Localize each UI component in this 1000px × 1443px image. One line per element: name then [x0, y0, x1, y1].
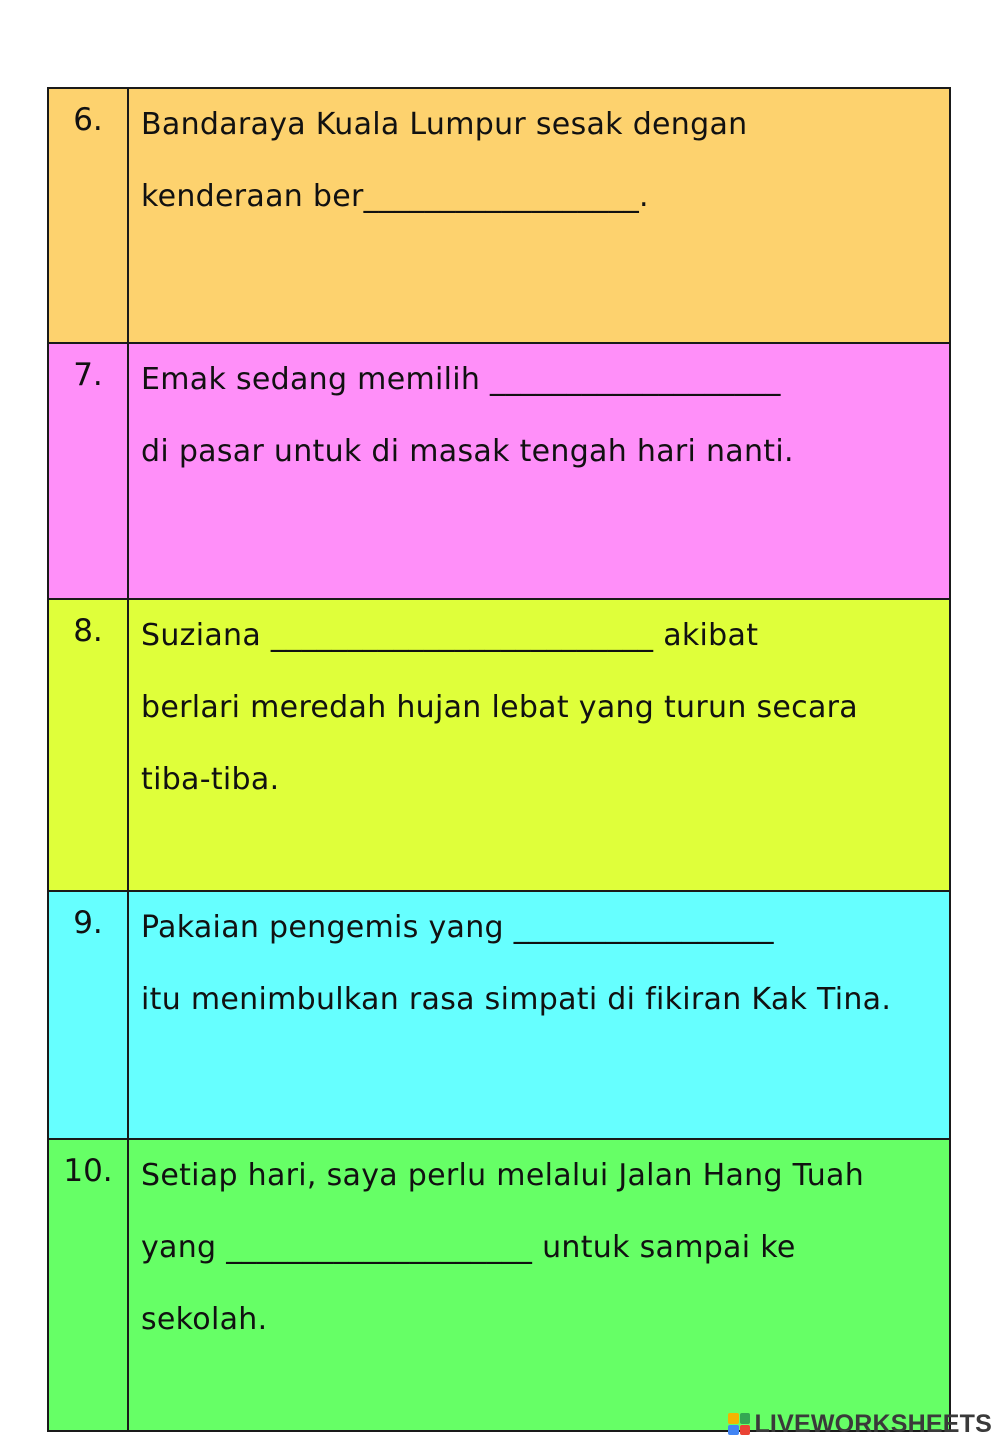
question-number: 8.: [48, 599, 128, 891]
question-row-6: [48, 88, 950, 343]
question-line: Setiap hari, saya perlu melalui Jalan Hang Tuah: [141, 1158, 865, 1193]
question-text: [128, 88, 950, 343]
question-number: 6.: [48, 88, 128, 343]
question-text: [128, 891, 950, 1139]
question-number: 7.: [48, 343, 128, 599]
brand-name: LIVEWORKSHEETS: [754, 1409, 992, 1438]
question-line: kenderaan ber__________________.: [141, 179, 649, 214]
question-line: tiba-tiba.: [141, 762, 280, 797]
question-line: yang ____________________ untuk sampai ke: [141, 1230, 796, 1265]
brand-watermark: [728, 1411, 992, 1437]
question-text: [128, 599, 950, 891]
question-line: Bandaraya Kuala Lumpur sesak dengan: [141, 107, 748, 142]
question-line: Suziana _________________________ akibat: [141, 618, 759, 653]
question-line: berlari meredah hujan lebat yang turun secara: [141, 690, 858, 725]
question-text: [128, 343, 950, 599]
question-line: itu menimbulkan rasa simpati di fikiran Kak Tina.: [141, 982, 892, 1017]
question-line: sekolah.: [141, 1302, 268, 1337]
question-number: 9.: [48, 891, 128, 1139]
question-row-8: [48, 599, 950, 891]
question-text: [128, 1139, 950, 1431]
question-line: di pasar untuk di masak tengah hari nanti.: [141, 434, 794, 469]
question-number: 10.: [48, 1139, 128, 1431]
question-line: Pakaian pengemis yang _________________: [141, 910, 774, 945]
question-row-9: [48, 891, 950, 1139]
liveworksheets-logo-icon: [728, 1413, 750, 1435]
question-table: [47, 87, 951, 1432]
question-row-7: [48, 343, 950, 599]
question-line: Emak sedang memilih ___________________: [141, 362, 781, 397]
question-row-10: [48, 1139, 950, 1431]
